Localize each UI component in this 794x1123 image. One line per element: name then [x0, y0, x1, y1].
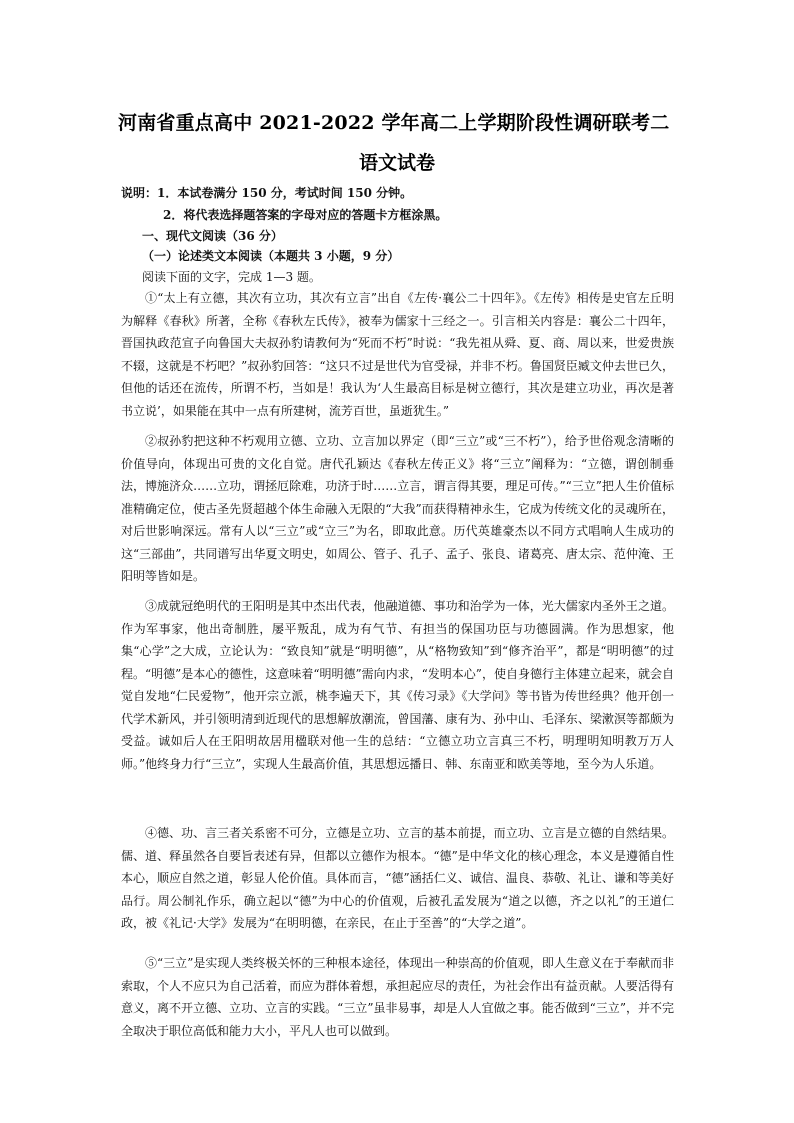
- section-heading-part1: 一、现代文阅读（36 分）: [142, 229, 283, 243]
- exam-title: 河南省重点高中 2021-2022 学年高二上学期阶段性调研联考二: [118, 112, 670, 134]
- exam-subtitle: 语文试卷: [358, 152, 435, 174]
- instruction-line-1: 说明：1．本试卷满分 150 分，考试时间 150 分钟。: [121, 186, 413, 200]
- instruction-line-2: 2．将代表选择题答案的字母对应的答题卡方框涂黑。: [163, 208, 448, 222]
- paragraph-5: ⑤“三立”是实现人类终极关怀的三种根本途径，体现出一种崇高的价值观，即人生意义在于奉献而非索取，个人不应只为自己活着，而应为群体着想，承担起应尽的责任，为社会作出有益贡献。人要活得有意义，离不开立德、立功、立言的实践。“三立”虽非易事，却是人人宜做之事。能否做到“三立”，并不完全取决于职位高低和能力大小，平凡人也可以做到。: [121, 956, 674, 1038]
- paragraph-4: ④德、功、言三者关系密不可分，立德是立功、立言的基本前提，而立功、立言是立德的自然结果。儒、道、释虽然各自要旨表述有异，但都以立德作为根本。“德”是中华文化的核心理念，本义是遵循自性本心，顺应自然之道，彰显人伦价值。具体而言，“德”涵括仁义、诚信、温良、恭敬、礼让、谦和等美好品行。周公制礼作乐，确立起以“德”为中心的价值观，后被孔孟发展为“道之以德，齐之以礼”的王道仁政，被《礼记·大学》发展为“在明明德，在亲民，在止于至善”的“大学之道”。: [121, 826, 674, 930]
- section-heading-reading: （一）论述类文本阅读（本题共 3 小题，9 分）: [142, 249, 400, 263]
- reading-prompt: 阅读下面的文字，完成 1—3 题。: [142, 270, 321, 284]
- paragraph-1: ①“太上有立德，其次有立功，其次有立言”出自《左传·襄公二十四年》。《左传》相传是史官左丘明为解释《春秋》所著，全称《春秋左氏传》，被奉为儒家十三经之一。引言相关内容是：襄公二十四年，晋国执政范宣子向鲁国大夫叔孙豹请教何为“死而不朽”时说：“我先祖从舜、夏、商、周以来，世爱贵族不辍，这就是不朽吧？”叔孙豹回答：“这只不过是世代为官受禄，并非不朽。鲁国贤臣臧文仲去世已久，但他的话还在流传，所谓不朽，当如是！我认为‘人生最高目标是树立德行，其次是建立功业，再次是著书立说’，如果能在其中一点有所建树，流芳百世，虽逝犹生。”: [121, 291, 674, 418]
- paragraph-3: ③成就冠绝明代的王阳明是其中杰出代表，他融道德、事功和治学为一体，光大儒家内圣外王之道。作为军事家，他出奇制胜，屡平叛乱，成为有气节、有担当的保国功臣与功德圆满。作为思想家，他集“心学”之大成，立论认为：“致良知”就是“明明德”，从“格物致知”到“修齐治平”，都是“明明德”的过程。“明德”是本心的德性，这意味着“明明德”需向内求，“发明本心”，使自身德行主体建立起来，就会自觉自发地“仁民爱物”，他开宗立派，桃李遍天下，其《传习录》《大学问》等书皆为传世经典？他开创一代学术新风，并引领明清到近现代的思想解放潮流，曾国藩、康有为、孙中山、毛泽东、梁漱溟等都颇为受益。诚如后人在王阳明故居用楹联对他一生的总结：“立德立功立言真三不朽，明理明知明教万万人师。”他终身力行“三立”，实现人生最高价值，其思想远播日、韩、东南亚和欧美等地，至今为人乐道。: [121, 599, 674, 771]
- paragraph-2: ②叔孙豹把这种不朽观用立德、立功、立言加以界定（即“三立”或“三不朽”），给予世俗观念清晰的价值导向，体现出可贵的文化自觉。唐代孔颖达《春秋左传正义》将“三立”阐释为：“立德，谓创制垂法，博施济众……立功，谓拯厄除难，功济于时……立言，谓言得其要，理足可传。”“三立”把人生价值标准精确定位，使古圣先贤超越个体生命融入无限的“大我”而获得精神永生，它成为传统文化的灵魂所在，对后世影响深远。常有人以“三立”或“立三”为名，即取此意。历代英雄豪杰以不同方式唱响人生成功的这“三部曲”，共同谱写出华夏文明史，如周公、管子、孔子、孟子、张良、诸葛亮、唐太宗、范仲淹、王阳明等皆如是。: [121, 434, 674, 583]
